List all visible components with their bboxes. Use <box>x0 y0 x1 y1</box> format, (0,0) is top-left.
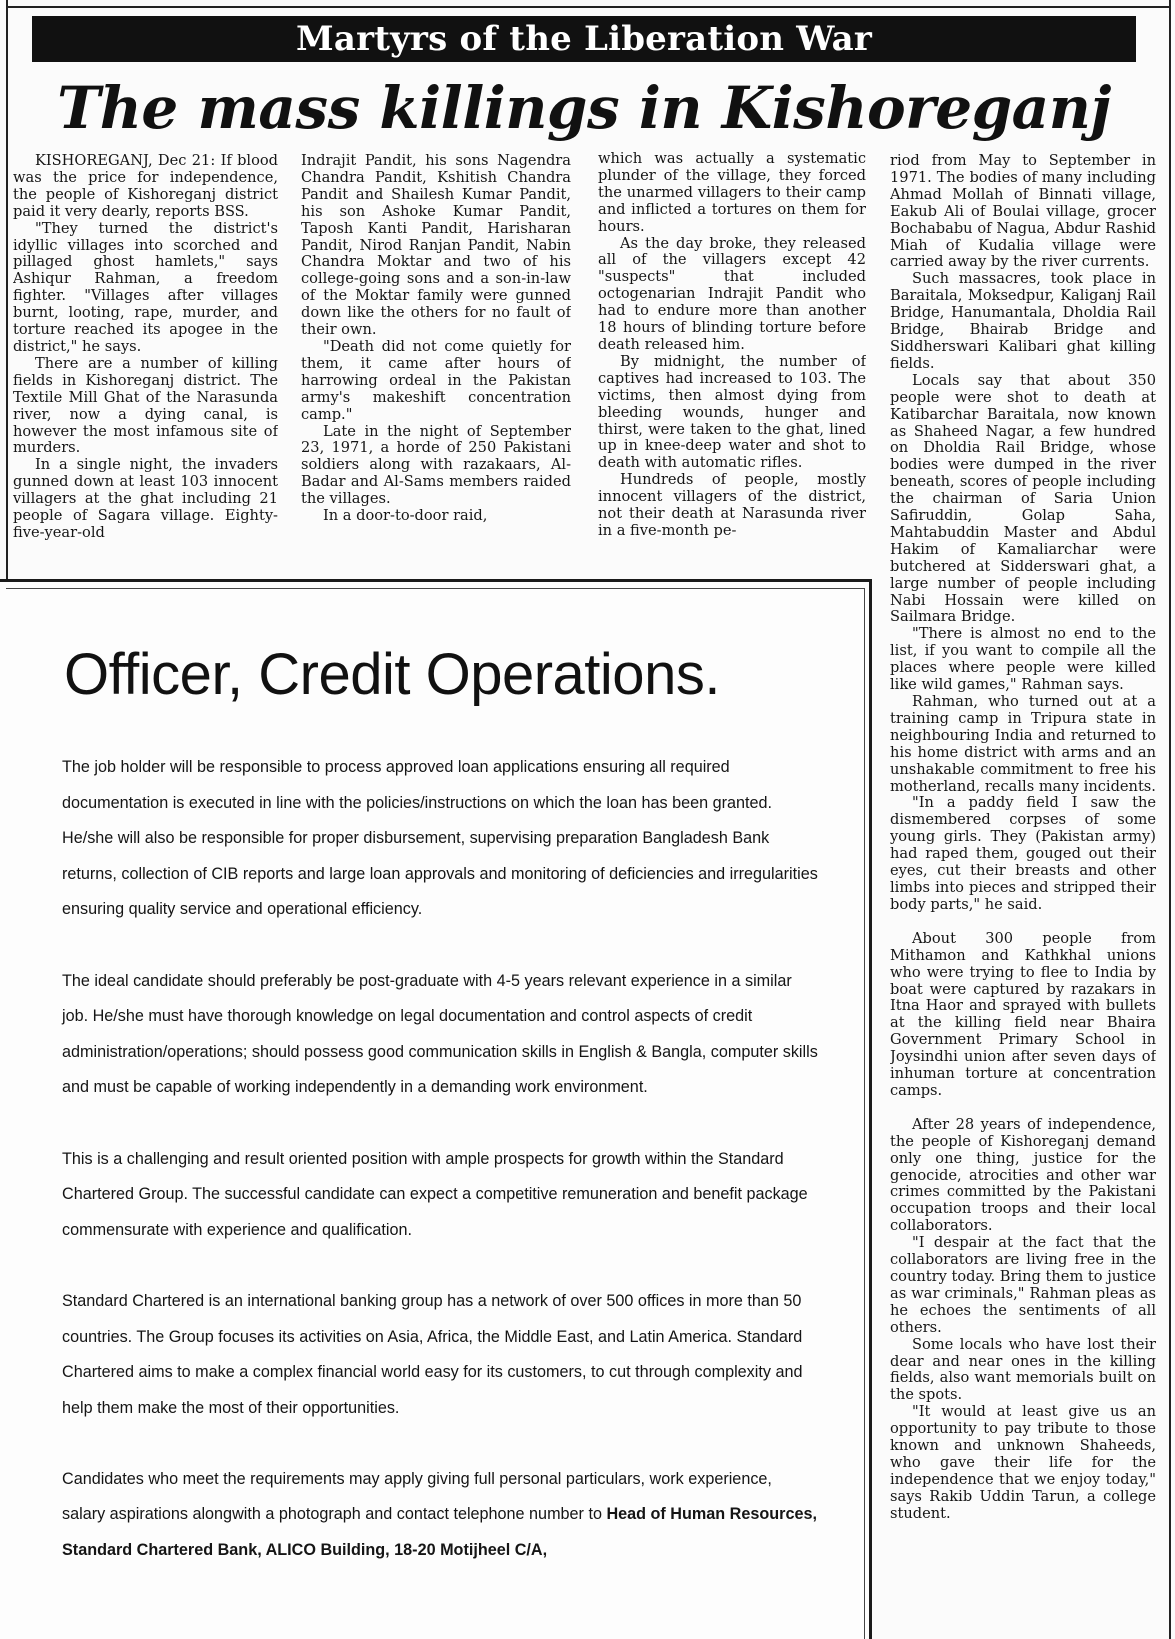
article-column-1 <box>13 153 278 553</box>
article-paragraph: Indrajit Pandit, his sons Nagendra Chandra Pandit, Kshitish Chandra Pandit and Shailesh Kumar Pandit, his son Ashoke Kumar Pandit, Taposh Kanti Pandit, Harisharan Pandit, Nirod Ranjan Pandit, Nabin Chandra Moktar and two of his college-going sons and a son-in-law of the Moktar family were gunned down like the others for no fault of their own. <box>301 153 571 339</box>
article-paragraph: KISHOREGANJ, Dec 21: If blood was the price for independence, the people of Kishoreganj district paid it very dearly, reports BSS. <box>13 153 278 220</box>
ad-paragraph-apply <box>62 1462 818 1569</box>
ad-title: Officer, Credit Operations. <box>64 642 720 707</box>
left-column-rule <box>6 0 8 580</box>
article-paragraph: There are a number of killing fields in Kishoreganj district. The Textile Mill Ghat of the Narasunda river, now a dying canal, is however the most infamous site of murders. <box>13 354 278 457</box>
article-paragraph: Such massacres, took place in Baraitala, Moksedpur, Kaliganj Rail Bridge, Hanumantala, Dholdia Rail Bridge, Bhairab Bridge and Siddherswari Kalibari ghat killing fields. <box>890 270 1156 372</box>
article-column-4 <box>890 153 1156 1639</box>
right-column-rule <box>1169 0 1171 1639</box>
article-paragraph: Locals say that about 350 people were shot to death at Katibarchar Baraitala, now known as Shaheed Nagar, a few hundred on Dholdia Rail Bridge, whose bodies were dumped in the river beneath, scores of people including the chairman of Saria Union Safiruddin, Golap Saha, Mahtabuddin Master and Abdul Hakim of Kamaliarchar were butchered at Sidderswari ghat, a large number of people including Nabi Hossain were killed on Sailmara Bridge. <box>890 371 1156 626</box>
paragraph-gap <box>890 1100 1156 1117</box>
article-paragraph: "I despair at the fact that the collaborators are living free in the country today. Bring them to justice as war criminals," Rahman pleas as he echoes the sentiments of all others. <box>890 1234 1156 1336</box>
article-paragraph: Late in the night of September 23, 1971, a horde of 250 Pakistani soldiers along with razakaars, Al-Badar and Al-Sams members raided the villages. <box>301 422 571 508</box>
ad-apply-text: Candidates who meet the requirements may apply giving full personal particulars, work experience, salary aspirations alongwith a photograph and contact telephone number to <box>62 1469 772 1524</box>
article-paragraph: "Death did not come quietly for them, it came after hours of harrowing ordeal in the Pakistan army's makeshift concentration camp." <box>301 337 571 423</box>
article-paragraph: "There is almost no end to the list, if you want to compile all the places where people were killed like wild games," Rahman says. <box>890 625 1156 694</box>
top-rule <box>6 6 1171 8</box>
article-paragraph: which was actually a systematic plunder of the village, they forced the unarmed villagers to their camp and inflicted a tortures on them for hours. <box>598 151 866 235</box>
article-paragraph: By midnight, the number of captives had increased to 103. The victims, then almost dying from bleeding wounds, hunger and thirst, were taken to the ghat, lined up in knee-deep water and shot to death with automatic rifles. <box>598 352 866 472</box>
article-paragraph: "It would at least give us an opportunity to pay tribute to those known and unknown Shaheeds, who gave their life for the independence that we enjoy today," says Rakib Uddin Tarun, a college student. <box>890 1403 1156 1522</box>
article-column-2 <box>301 153 571 553</box>
job-advertisement <box>0 579 872 1639</box>
ad-paragraph-requirements: The ideal candidate should preferably be post-graduate with 4-5 years relevant experience in a similar job. He/she must have thorough knowledge on legal documentation and control aspects of credit administration/operations; should possess good communication skills in English & Bangla, computer skills and must be capable of working independently in a demanding work environment. <box>62 971 818 1097</box>
article-column-3 <box>598 151 866 551</box>
article-paragraph: About 300 people from Mithamon and Kathkhal unions who were trying to flee to India by boat were captured by razakars in Itna Haor and sprayed with bullets at the killing field near Bhaira Government Primary School in Joysindhi union after seven days of inhuman torture at concentration camps. <box>890 929 1156 1099</box>
ad-paragraph-responsibilities: The job holder will be responsible to process approved loan applications ensuring all required documentation is executed in line with the policies/instructions on which the loan has been granted. He/she will also be responsible for proper disbursement, supervising preparation Bangladesh Bank returns, collection of CIB reports and large loan approvals and monitoring of deficiencies and irregularities ensuring quality service and operational efficiency. <box>62 758 818 919</box>
article-paragraph: In a single night, the invaders gunned down at least 103 innocent villagers at the ghat including 21 people of Sagara village. Eighty-five-year-old <box>13 456 278 541</box>
ad-paragraph-company: Standard Chartered is an international banking group has a network of over 500 offices in more than 50 countries. The Group focuses its activities on Asia, Africa, the Middle East, and Latin America. Standard Chartered aims to make a complex financial world easy for its customers, to cut through complexity and help them make the most of their opportunities. <box>62 1291 803 1417</box>
ad-paragraph-position: This is a challenging and result oriented position with ample prospects for growth within the Standard Chartered Group. The successful candidate can expect a competitive remuneration and benefit package commensurate with experience and qualification. <box>62 1149 808 1239</box>
article-paragraph: "They turned the district's idyllic villages into scorched and pillaged ghost hamlets," says Ashiqur Rahman, a freedom fighter. "Villages after villages burnt, looting, rape, murder, and torture reached its apogee in the district," he says. <box>13 219 278 355</box>
section-kicker: Martyrs of the Liberation War <box>32 16 1136 62</box>
article-paragraph: Hundreds of people, mostly innocent villagers of the district, not their death at Narasunda river in a five-month pe- <box>598 471 866 539</box>
article-paragraph: Rahman, who turned out at a training camp in Tripura state in neighbouring India and returned to his home district with arms and an unshakable commitment to free his motherland, recalls many incidents. <box>890 693 1156 795</box>
article-headline: The mass killings in Kishoreganj <box>57 74 1111 142</box>
article-paragraph: "In a paddy field I saw the dismembered corpses of some young girls. They (Pakistan army) had raped them, gouged out their eyes, cut their breasts and other limbs into pieces and stripped their body parts," he said. <box>890 794 1156 913</box>
article-paragraph: Some locals who have lost their dear and near ones in the killing fields, also want memorials built on the spots. <box>890 1335 1156 1404</box>
paragraph-gap <box>890 914 1156 931</box>
article-paragraph: As the day broke, they released all of the villagers except 42 "suspects" that included octogenarian Indrajit Pandit who had to endure more than another 18 hours of blinding torture before death released him. <box>598 234 866 353</box>
ad-body <box>62 750 818 1604</box>
article-paragraph: After 28 years of independence, the people of Kishoreganj demand only one thing, justice for the genocide, atrocities and other war crimes committed by the Pakistani occupation troops and their local collaborators. <box>890 1115 1156 1235</box>
article-paragraph: In a door-to-door raid, <box>323 507 488 525</box>
ad-apply-address: Head of Human Resources, Standard Chartered Bank, ALICO Building, 18-20 Motijheel C/A, <box>62 1505 817 1560</box>
article-paragraph: riod from May to September in 1971. The bodies of many including Ahmad Mollah of Binnati village, Eakub Ali of Boulai village, grocer Bochababu of Nagua, Abdur Rashid Miah of Kudalia village were carried away by the river currents. <box>890 153 1156 271</box>
